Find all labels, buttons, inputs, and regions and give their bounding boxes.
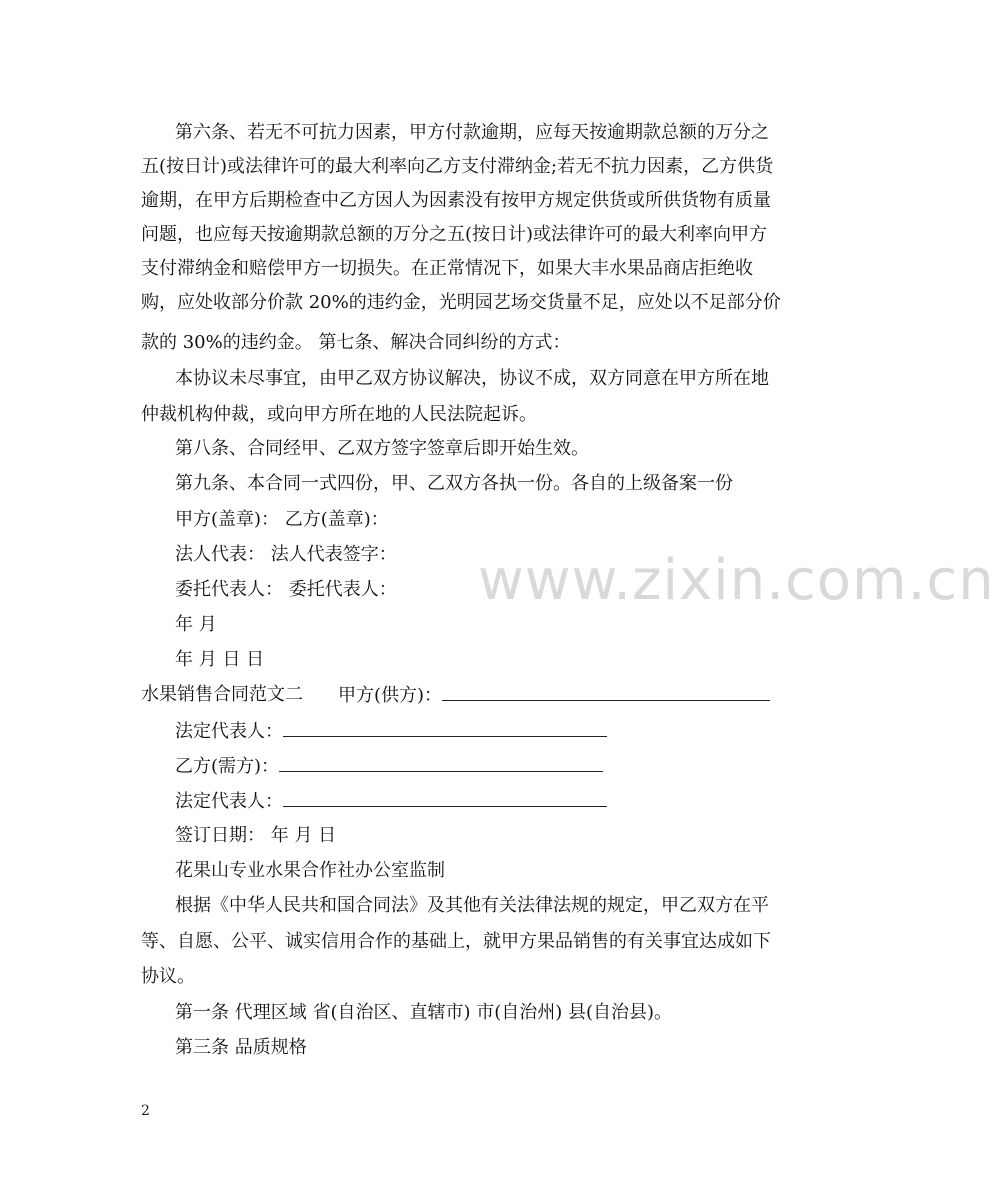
text-line: 花果山专业水果合作社办公室监制: [175, 860, 445, 881]
text-line: 年 月 日 日: [175, 649, 265, 670]
text-line: 第六条、若无不可抗力因素，甲方付款逾期，应每天按逾期款总额的万分之: [175, 122, 769, 143]
text-line: 款的 30%的违约金。 第七条、解决合同纠纷的方式：: [141, 332, 571, 353]
text-line: 等、自愿、公平、诚实信用合作的基础上，就甲方果品销售的有关事宜达成如下: [141, 931, 771, 952]
text-line: 法人代表： 法人代表签字：: [175, 544, 397, 565]
legal-rep-a: [175, 719, 607, 744]
text-line: 仲裁机构仲裁，或向甲方所在地的人民法院起诉。: [141, 404, 537, 425]
text-line: 签订日期： 年 月 日: [175, 825, 337, 846]
party-a-label-text: 甲方(供方)：: [338, 685, 443, 706]
text-line: 第八条、合同经甲、乙双方签字签章后即开始生效。: [175, 438, 589, 459]
fill-in-blank: [442, 683, 770, 701]
legal-rep-a-text: 法定代表人：: [175, 721, 283, 742]
text-line: 五(按日计)或法律许可的最大利率向乙方支付滞纳金;若无不抗力因素，乙方供货: [141, 156, 774, 177]
fill-in-blank: [279, 754, 603, 772]
legal-rep-b-text: 法定代表人：: [175, 791, 283, 812]
text-line: 年 月: [175, 614, 217, 635]
party-a-label: [338, 683, 770, 708]
section-title: 水果销售合同范文二: [141, 684, 303, 705]
text-line: 委托代表人： 委托代表人：: [175, 579, 397, 600]
text-line: 第九条、本合同一式四份，甲、乙双方各执一份。各自的上级备案一份: [175, 473, 733, 494]
text-line: 根据《中华人民共和国合同法》及其他有关法律法规的规定，甲乙双方在平: [175, 895, 769, 916]
text-line: 购，应处收部分价款 20%的违约金，光明园艺场交货量不足，应处以不足部分价: [141, 292, 781, 313]
party-b-label: [175, 754, 603, 779]
text-line: 第三条 品质规格: [175, 1037, 307, 1058]
text-line: 第一条 代理区域 省(自治区、直辖市) 市(自治州) 县(自治县)。: [175, 1002, 673, 1023]
text-line: 问题，也应每天按逾期款总额的万分之五(按日计)或法律许可的最大利率向甲方: [141, 224, 768, 245]
page-number: 2: [141, 1103, 150, 1119]
party-b-label-text: 乙方(需方)：: [175, 756, 280, 777]
fill-in-blank: [283, 719, 607, 737]
text-line: 支付滞纳金和赔偿甲方一切损失。在正常情况下，如果大丰水果品商店拒绝收: [141, 258, 753, 279]
text-line: 逾期，在甲方后期检查中乙方因人为因素没有按甲方规定供货或所供货物有质量: [141, 190, 771, 211]
watermark: www.zixin.com.cn: [478, 548, 995, 613]
text-line: 甲方(盖章)： 乙方(盖章)：: [175, 509, 389, 530]
legal-rep-b: [175, 789, 607, 814]
fill-in-blank: [283, 789, 607, 807]
text-line: 本协议未尽事宜，由甲乙双方协议解决，协议不成，双方同意在甲方所在地: [175, 368, 769, 389]
text-line: 协议。: [141, 966, 195, 987]
